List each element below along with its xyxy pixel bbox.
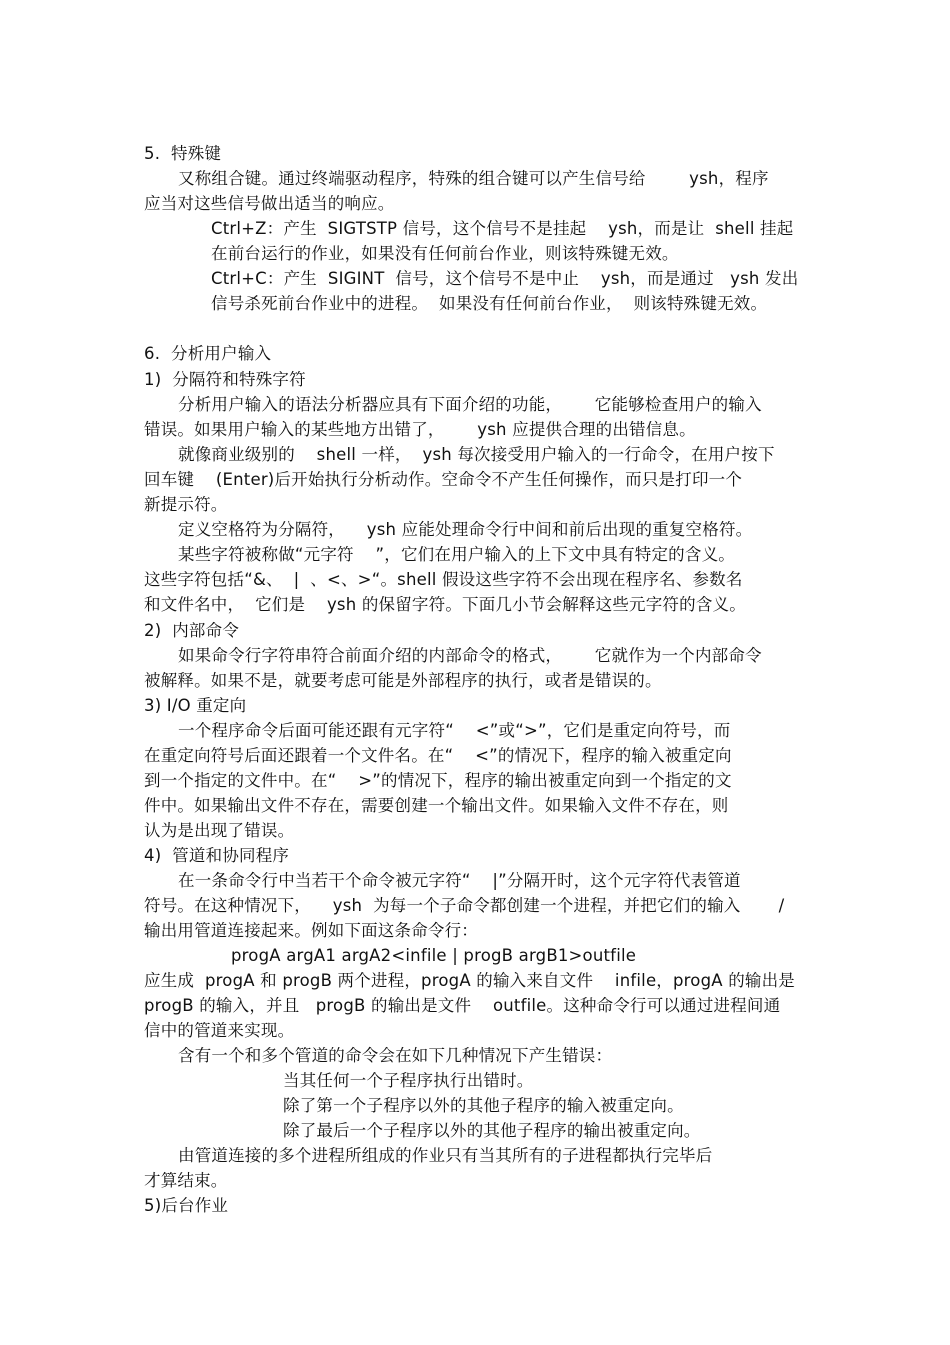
paragraph-line: 回车键 (Enter)后开始执行分析动作。空命令不产生任何操作，而只是打印一个: [144, 470, 743, 489]
paragraph-line: 由管道连接的多个进程所组成的作业只有当其所有的子进程都执行完毕后: [178, 1146, 713, 1165]
paragraph-line: 应生成 progA 和 progB 两个进程，progA 的输入来自文件 infile，progA 的输出是: [144, 971, 795, 990]
paragraph-line: 在一条命令行中当若干个命令被元字符“ |”分隔开时，这个元字符代表管道: [178, 871, 741, 890]
paragraph-line: 输出用管道连接起来。例如下面这条命令行：: [144, 921, 478, 940]
paragraph-line: 含有一个和多个管道的命令会在如下几种情况下产生错误：: [178, 1046, 613, 1065]
paragraph-line: 某些字符被称做“元字符 ”，它们在用户输入的上下文中具有特定的含义。: [178, 545, 735, 564]
paragraph-line: 分析用户输入的语法分析器应具有下面介绍的功能， 它能够检查用户的输入: [178, 395, 762, 414]
paragraph-line: 错误。如果用户输入的某些地方出错了， ysh 应提供合理的出错信息。: [144, 420, 696, 439]
paragraph-line: 应当对这些信号做出适当的响应。: [144, 194, 395, 213]
paragraph-line: 符号。在这种情况下， ysh 为每一个子命令都创建一个进程，并把它们的输入 /: [144, 896, 785, 915]
paragraph-line: 一个程序命令后面可能还跟有元字符“ <”或“>”，它们是重定向符号，而: [178, 721, 731, 740]
error-case-item: 当其任何一个子程序执行出错时。: [283, 1071, 534, 1090]
error-case-item: 除了第一个子程序以外的其他子程序的输入被重定向。: [283, 1096, 684, 1115]
paragraph-line: 才算结束。: [144, 1171, 228, 1190]
section-6-heading: 6. 分析用户输入: [144, 344, 272, 363]
subsection-heading: 2) 内部命令: [144, 621, 240, 640]
ctrl-c-line: Ctrl+C：产生 SIGINT 信号，这个信号不是中止 ysh，而是通过 ysh 发出: [211, 269, 799, 288]
paragraph-line: 又称组合键。通过终端驱动程序，特殊的组合键可以产生信号给 ysh，程序: [178, 169, 769, 188]
subsection-heading: 5)后台作业: [144, 1196, 229, 1215]
paragraph-line: 认为是出现了错误。: [144, 821, 295, 840]
paragraph-line: 定义空格符为分隔符， ysh 应能处理命令行中间和前后出现的重复空格符。: [178, 520, 753, 539]
subsection-heading: 3) I/O 重定向: [144, 696, 247, 715]
paragraph-line: 和文件名中， 它们是 ysh 的保留字符。下面几小节会解释这些元字符的含义。: [144, 595, 746, 614]
paragraph-line: 到一个指定的文件中。在“ >”的情况下，程序的输出被重定向到一个指定的文: [144, 771, 732, 790]
paragraph-line: 新提示符。: [144, 495, 228, 514]
paragraph-line: 被解释。如果不是，就要考虑可能是外部程序的执行，或者是错误的。: [144, 671, 662, 690]
paragraph-line: 就像商业级别的 shell 一样， ysh 每次接受用户输入的一行命令，在用户按下: [178, 445, 775, 464]
ctrl-z-line: Ctrl+Z：产生 SIGTSTP 信号，这个信号不是挂起 ysh，而是让 shell 挂起: [211, 219, 794, 238]
paragraph-line: 如果命令行字符串符合前面介绍的内部命令的格式， 它就作为一个内部命令: [178, 646, 762, 665]
paragraph-line: 在重定向符号后面还跟着一个文件名。在“ <”的情况下，程序的输入被重定向: [144, 746, 732, 765]
paragraph-line: 这些字符包括“&、 | 、<、>“。shell 假设这些字符不会出现在程序名、参数名: [144, 570, 743, 589]
paragraph-line: 信中的管道来实现。: [144, 1021, 295, 1040]
error-case-item: 除了最后一个子程序以外的其他子程序的输出被重定向。: [283, 1121, 701, 1140]
section-5-heading: 5. 特殊键: [144, 144, 222, 163]
subsection-heading: 4) 管道和协同程序: [144, 846, 290, 865]
subsection-heading: 1) 分隔符和特殊字符: [144, 370, 306, 389]
command-example: progA argA1 argA2<infile | progB argB1>outfile: [231, 946, 637, 965]
paragraph-line: 件中。如果输出文件不存在，需要创建一个输出文件。如果输入文件不存在，则: [144, 796, 729, 815]
ctrl-c-line: 信号杀死前台作业中的进程。 如果没有任何前台作业， 则该特殊键无效。: [211, 294, 768, 313]
ctrl-z-line: 在前台运行的作业，如果没有任何前台作业，则该特殊键无效。: [211, 244, 679, 263]
paragraph-line: progB 的输入，并且 progB 的输出是文件 outfile。这种命令行可以通过进程间通: [144, 996, 781, 1015]
